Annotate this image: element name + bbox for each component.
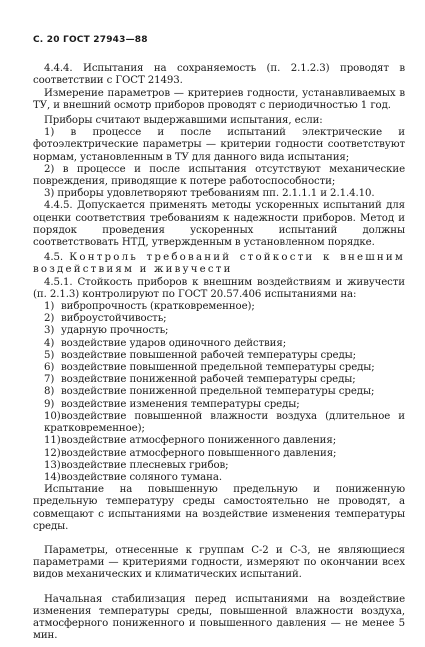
paragraph-combined-tests: Испытание на повышенную предельную и пониженную предельную температуру среды самостоятельно не проводят, а совмещают с испытаниями на воздействие изменения температуры среды. xyxy=(33,484,405,532)
list-item: 14)воздействие соляного тумана. xyxy=(44,471,222,483)
list-item: 10)воздействие повышенной влажности воздуха (длительное и кратковременное); xyxy=(44,410,405,435)
list-item: 8) воздействие пониженной предельной температуры среды; xyxy=(44,386,375,398)
list-item: 5) воздействие повышенной рабочей температуры среды; xyxy=(44,349,356,361)
list-item: 13)воздействие плесневых грибов; xyxy=(44,459,229,471)
paragraph-conditions: Приборы считают выдержавшими испытания, если: xyxy=(44,115,323,127)
test-list xyxy=(33,301,405,484)
section-4-5-heading xyxy=(33,252,405,276)
list-item: 6) воздействие повышенной предельной температуры среды; xyxy=(44,362,375,374)
paragraph-4-4-5: 4.4.5. Допускается применять методы ускоренных испытаний для оценки соответствия требованиям к надежности приборов. Метод и порядок проведения ускоренных испытаний должны соответствовать НТД, утвержденным в установленном порядке. xyxy=(33,200,405,249)
condition-2: 2) в процессе и после испытания отсутствуют механические повреждения, приводящие к потере работоспособности; xyxy=(33,163,405,188)
list-item: 1) вибропрочность (кратковременное); xyxy=(44,301,255,313)
list-item: 9) воздействие изменения температуры среды; xyxy=(44,398,300,410)
list-item: 4) воздействие ударов одиночного действия; xyxy=(44,337,287,349)
list-item: 2) виброустойчивость; xyxy=(44,313,167,325)
paragraph-parameters: Параметры, отнесенные к группам С-2 и С-3, не являющиеся параметрами — критериями годности, измеряют по окончании всех видов механических и климатических испытаний. xyxy=(33,544,405,581)
list-item: 3) ударную прочность; xyxy=(44,325,169,337)
condition-1: 1) в процессе и после испытаний электрические и фотоэлектрические параметры — критерии годности соответствуют нормам, установленным в ТУ для данного вида испытания; xyxy=(33,127,405,163)
list-item: 12)воздействие атмосферного повышенного давления; xyxy=(44,447,337,459)
paragraph-stabilization: Начальная стабилизация перед испытаниями на воздействие изменения температуры среды, повышенной влажности воздуха, атмосферного пониженного и повышенного давления — не менее 5 мин. xyxy=(33,593,405,642)
paragraph-4-4-4: 4.4.4. Испытания на сохраняемость (п. 2.1.2.3) проводят в соответствии с ГОСТ 21493. xyxy=(33,63,405,87)
list-item: 7) воздействие пониженной рабочей температуры среды; xyxy=(44,374,356,386)
paragraph-4-5-1: 4.5.1. Стойкость приборов к внешним воздействиям и живучести (п. 2.1.3) контролируют по ГОСТ 20.57.406 испытаниями на: xyxy=(33,276,405,300)
section-number: 4.5. xyxy=(44,252,64,264)
paragraph-measurement: Измерение параметров — критериев годности, устанавливаемых в ТУ, и внешний осмотр приборов проводят с периодичностью 1 год. xyxy=(33,87,405,111)
list-item: 11)воздействие атмосферного пониженного давления; xyxy=(44,435,337,447)
section-title: Контроль требований стойкости к внешним воздействиям и живучести xyxy=(33,252,406,276)
page-header: С. 20 ГОСТ 27943—88 xyxy=(33,35,148,45)
condition-3: 3) приборы удовлетворяют требованиям пп. 2.1.1.1 и 2.1.4.10. xyxy=(44,188,375,200)
